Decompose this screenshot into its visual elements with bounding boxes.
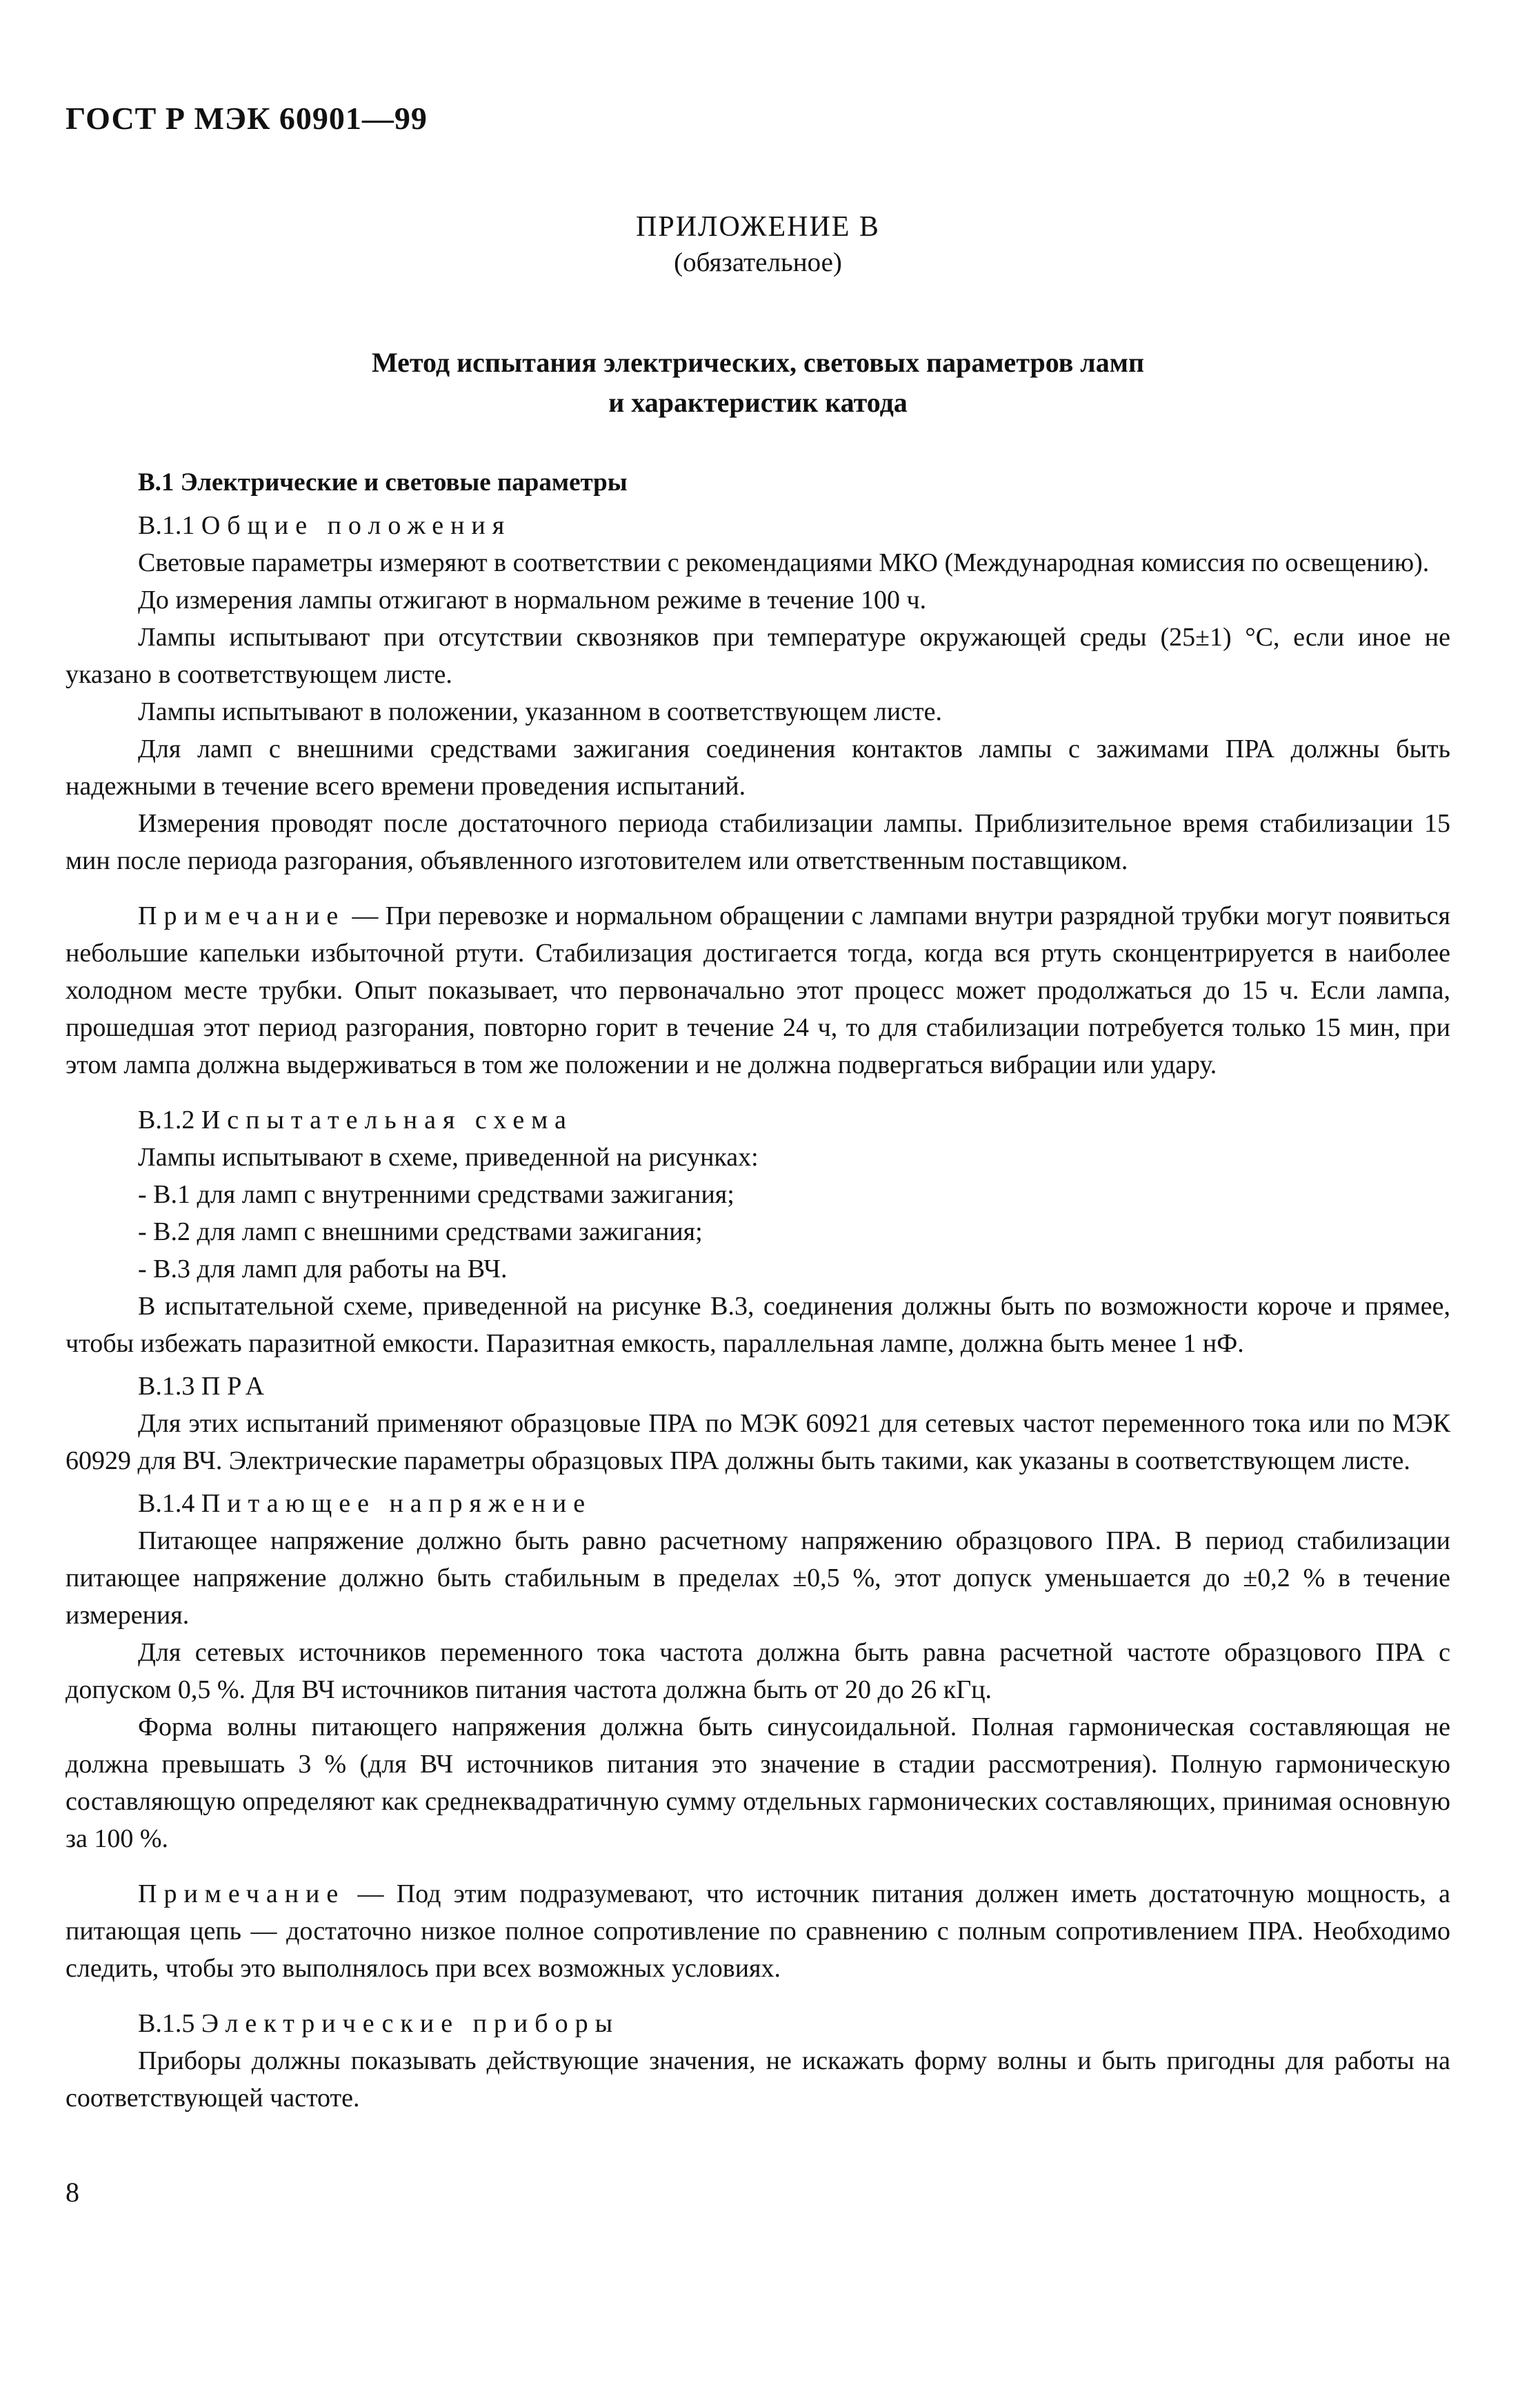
- subsection-number: В.1.1: [138, 511, 195, 540]
- paragraph: Лампы испытывают в схеме, приведенной на рисунках:: [138, 1143, 759, 1172]
- subsection-number: В.1.5: [138, 2009, 195, 2038]
- subsection-b1-2-heading: [138, 1101, 1450, 1139]
- page-number: 8: [66, 2177, 79, 2208]
- subsection-b1-5-heading: [138, 2005, 1450, 2042]
- main-title: [66, 343, 1450, 423]
- note-paragraph: [66, 1875, 1450, 1987]
- paragraph: Для сетевых источников переменного тока частота должна быть равна расчетной частоте образцового ПРА с допуском 0,5 %. Для ВЧ источников питания частота должна быть от 20 до 26 кГц.: [66, 1638, 1450, 1704]
- list-item: - В.2 для ламп с внешними средствами зажигания;: [138, 1217, 703, 1246]
- main-title-line1: Метод испытания электрических, световых параметров ламп: [371, 347, 1145, 378]
- note-text: — При перевозке и нормальном обращении с лампами внутри разрядной трубки могут появиться небольшие капельки избыточной ртути. Стабилизация достигается тогда, когда вся ртуть сконцентрируется в наиболее холодном месте трубки. Опыт показывает, что первоначально этот процесс может продолжаться до 15 ч. Если лампа, прошедшая этот период разгорания, повторно горит в течение 24 ч, то для стабилизации потребуется только 15 мин, при этом лампа должна выдерживаться в том же положении и не должна подвергаться вибрации или удару.: [66, 901, 1450, 1079]
- subsection-b1-3-heading: [138, 1368, 1450, 1405]
- subsection-b1-4-heading: [138, 1485, 1450, 1522]
- subsection-number: В.1.4: [138, 1489, 195, 1518]
- note-label: Примечание: [138, 1879, 346, 1908]
- note-paragraph: [66, 897, 1450, 1083]
- paragraph: Форма волны питающего напряжения должна быть синусоидальной. Полная гармоническая составляющая не должна превышать 3 % (для ВЧ источников питания это значение в стадии рассмотрения). Полную гармоническую составляющую определяют как среднеквадратичную сумму отдельных гармонических составляющих, принимая основную за 100 %.: [66, 1712, 1450, 1853]
- paragraph: В испытательной схеме, приведенной на рисунке В.3, соединения должны быть по возможности короче и прямее, чтобы избежать паразитной емкости. Паразитная емкость, параллельная лампе, должна быть менее 1 нФ.: [66, 1292, 1450, 1358]
- subsection-title: ПРА: [201, 1372, 272, 1401]
- paragraph: До измерения лампы отжигают в нормальном режиме в течение 100 ч.: [138, 586, 927, 615]
- paragraph: Лампы испытывают при отсутствии сквозняков при температуре окружающей среды (25±1) °С, если иное не указано в соответствующем листе.: [66, 623, 1450, 689]
- paragraph: Питающее напряжение должно быть равно расчетному напряжению образцового ПРА. В период стабилизации питающее напряжение должно быть стабильным в пределах ±0,5 %, этот допуск уменьшается до ±0,2 % в течение измерения.: [66, 1526, 1450, 1630]
- paragraph: Световые параметры измеряют в соответствии с рекомендациями МКО (Международная комиссия по освещению).: [138, 548, 1430, 577]
- note-label: Примечание: [138, 901, 346, 930]
- document-header: ГОСТ Р МЭК 60901—99: [66, 101, 428, 136]
- subsection-title: Электрические приборы: [201, 2009, 620, 2038]
- main-title-line2: и характеристик катода: [608, 387, 908, 418]
- subsection-number: В.1.2: [138, 1106, 195, 1135]
- paragraph: Лампы испытывают в положении, указанном в соответствующем листе.: [138, 697, 942, 726]
- subsection-title: Общие положения: [201, 511, 512, 540]
- section-b1-title: В.1 Электрические и световые параметры: [138, 468, 628, 497]
- subsection-number: В.1.3: [138, 1372, 195, 1401]
- list-item: - В.1 для ламп с внутренними средствами зажигания;: [138, 1180, 734, 1209]
- annex-title: ПРИЛОЖЕНИЕ В: [636, 211, 880, 243]
- note-text: — Под этим подразумевают, что источник питания должен иметь достаточную мощность, а питающая цепь — достаточно низкое полное сопротивление по сравнению с полным сопротивлением ПРА. Необходимо следить, чтобы это выполнялось при всех возможных условиях.: [66, 1879, 1450, 1983]
- paragraph: Для этих испытаний применяют образцовые ПРА по МЭК 60921 для сетевых частот переменного тока или по МЭК 60929 для ВЧ. Электрические параметры образцовых ПРА должны быть такими, как указаны в соответствующем листе.: [66, 1409, 1450, 1475]
- subsection-title: Испытательная схема: [201, 1106, 573, 1135]
- annex-status: (обязательное): [674, 248, 842, 277]
- subsection-b1-1-heading: [138, 507, 1450, 544]
- paragraph: Приборы должны показывать действующие значения, не искажать форму волны и быть пригодны для работы на соответствующей частоте.: [66, 2046, 1450, 2113]
- paragraph: Измерения проводят после достаточного периода стабилизации лампы. Приблизительное время стабилизации 15 мин после периода разгорания, объявленного изготовителем или ответственным поставщиком.: [66, 809, 1450, 875]
- list-item: - В.3 для ламп для работы на ВЧ.: [138, 1255, 508, 1284]
- paragraph: Для ламп с внешними средствами зажигания соединения контактов лампы с зажимами ПРА должны быть надежными в течение всего времени проведения испытаний.: [66, 735, 1450, 801]
- subsection-title: Питающее напряжение: [201, 1489, 592, 1518]
